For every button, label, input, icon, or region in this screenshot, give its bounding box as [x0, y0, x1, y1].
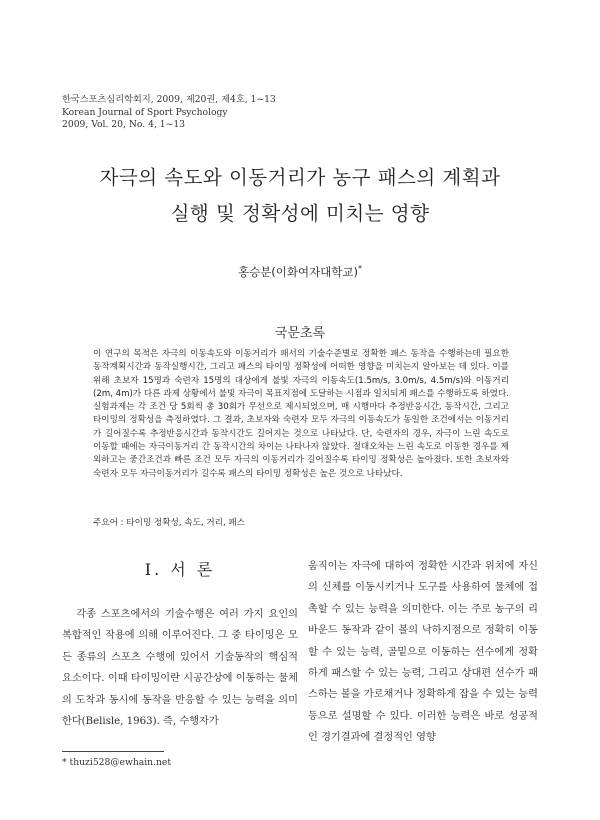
footnote-divider — [62, 751, 164, 752]
abstract-heading: 국문초록 — [274, 326, 326, 341]
right-column — [308, 556, 538, 749]
journal-line-english: Korean Journal of Sport Psychology — [62, 106, 228, 118]
author-footnote-mark: * — [358, 264, 363, 274]
journal-line-volume: 2009, Vol. 20, No. 4, 1~13 — [62, 119, 186, 131]
intro-paragraph-right: 움직이는 자극에 대하여 정확한 시간과 위치에 자신의 신체를 이동시키거나 도구를 사용하여 물체에 접촉할 수 있는 능력을 의미한다. 이는 주로 농구의 리바운드 동작과 같이 볼의 낙하지점으로 정확히 이동할 수 있는 능력, 골밑으로 이동하는 선수에게 정확하게 패스할 수 있는 능력, 그리고 상대편 선수가 패스하는 볼을 가로채거나 정확하게 잡을 수 있는 능력 등으로 설명할 수 있다. 이러한 능력은 바로 성공적인 경기결과에 결정적인 영향 — [308, 561, 538, 744]
title-line-2: 실행 및 정확성에 미치는 영향 — [170, 202, 430, 225]
author-line — [0, 264, 600, 280]
journal-header — [62, 94, 362, 132]
keywords: 주요어 : 타이밍 정확성, 속도, 거리, 패스 — [93, 518, 246, 528]
paper-title — [0, 160, 600, 232]
abstract-text: 이 연구의 목적은 자극의 이동속도와 이동거리가 패서의 기술수준별로 정확한 패스 동작을 수행하는데 필요한 동작계획시간과 동작실행시간, 그리고 패스의 타이밍 정확성에 어떠한 영향을 미치는지 알아보는 데 있다. 이를 위해 초보자 15명과 숙련자 15명의 대상에게 불빛 자극의 이동속도(1.5m/s, 3.0m/s, 4.5m/s)와 이동거리(2m, 4m)가 다른 과제 상황에서 불빛 자극이 목표지점에 도달하는 시점과 일치되게 패스를 수행하도록 하였다. 실험과제는 각 조건 당 5회씩 총 30회가 무선으로 제시되었으며, 매 시행마다 추정반응시간, 동작시간, 그리고 타이밍의 정확성을 측정하였다. 그 결과, 초보자와 숙련자 모두 자극의 이동속도가 동일한 조건에서는 이동거리가 길어질수록 추정반응시간과 동작시간도 길어지는 것으로 나타났다. 단, 숙련자의 경우, 자극이 느린 속도로 이동할 때에는 자극이동거리 간 동작시간의 차이는 나타나지 않았다. 절대오차는 느린 속도로 이동한 경우를 제외하고는 중간조건과 빠른 조건 모두 자극의 이동거리가 길어질수록 타이밍 정확성은 높아졌다. 또한 초보자와 숙련자 모두 자극이동거리가 길수록 패스의 타이밍 정확성은 높은 것으로 나타났다. — [93, 349, 509, 479]
footnote-email: * thuzi528@ewhain.net — [62, 757, 172, 768]
left-column — [62, 560, 298, 732]
intro-paragraph-left: 각종 스포츠에서의 기술수행은 여러 가지 요인의 복합적인 작용에 의해 이루어진다. 그 중 타이밍은 모든 종류의 스포츠 수행에 있어서 기술동작의 핵심적 요소이다. 이때 타이밍이란 시공간상에 이동하는 물체의 도착과 동시에 동작을 반응할 수 있는 능력을 의미한다(Belisle, 1963). 즉, 수행자가 — [62, 609, 298, 728]
journal-line-korean: 한국스포츠심리학회지, 2009, 제20권, 제4호, 1~13 — [62, 94, 276, 105]
title-line-1: 자극의 속도와 이동거리가 농구 패스의 계획과 — [99, 166, 501, 189]
section-heading-introduction: Ⅰ. 서 론 — [144, 560, 216, 579]
author-name: 홍승분(이화여자대학교) — [237, 265, 359, 279]
